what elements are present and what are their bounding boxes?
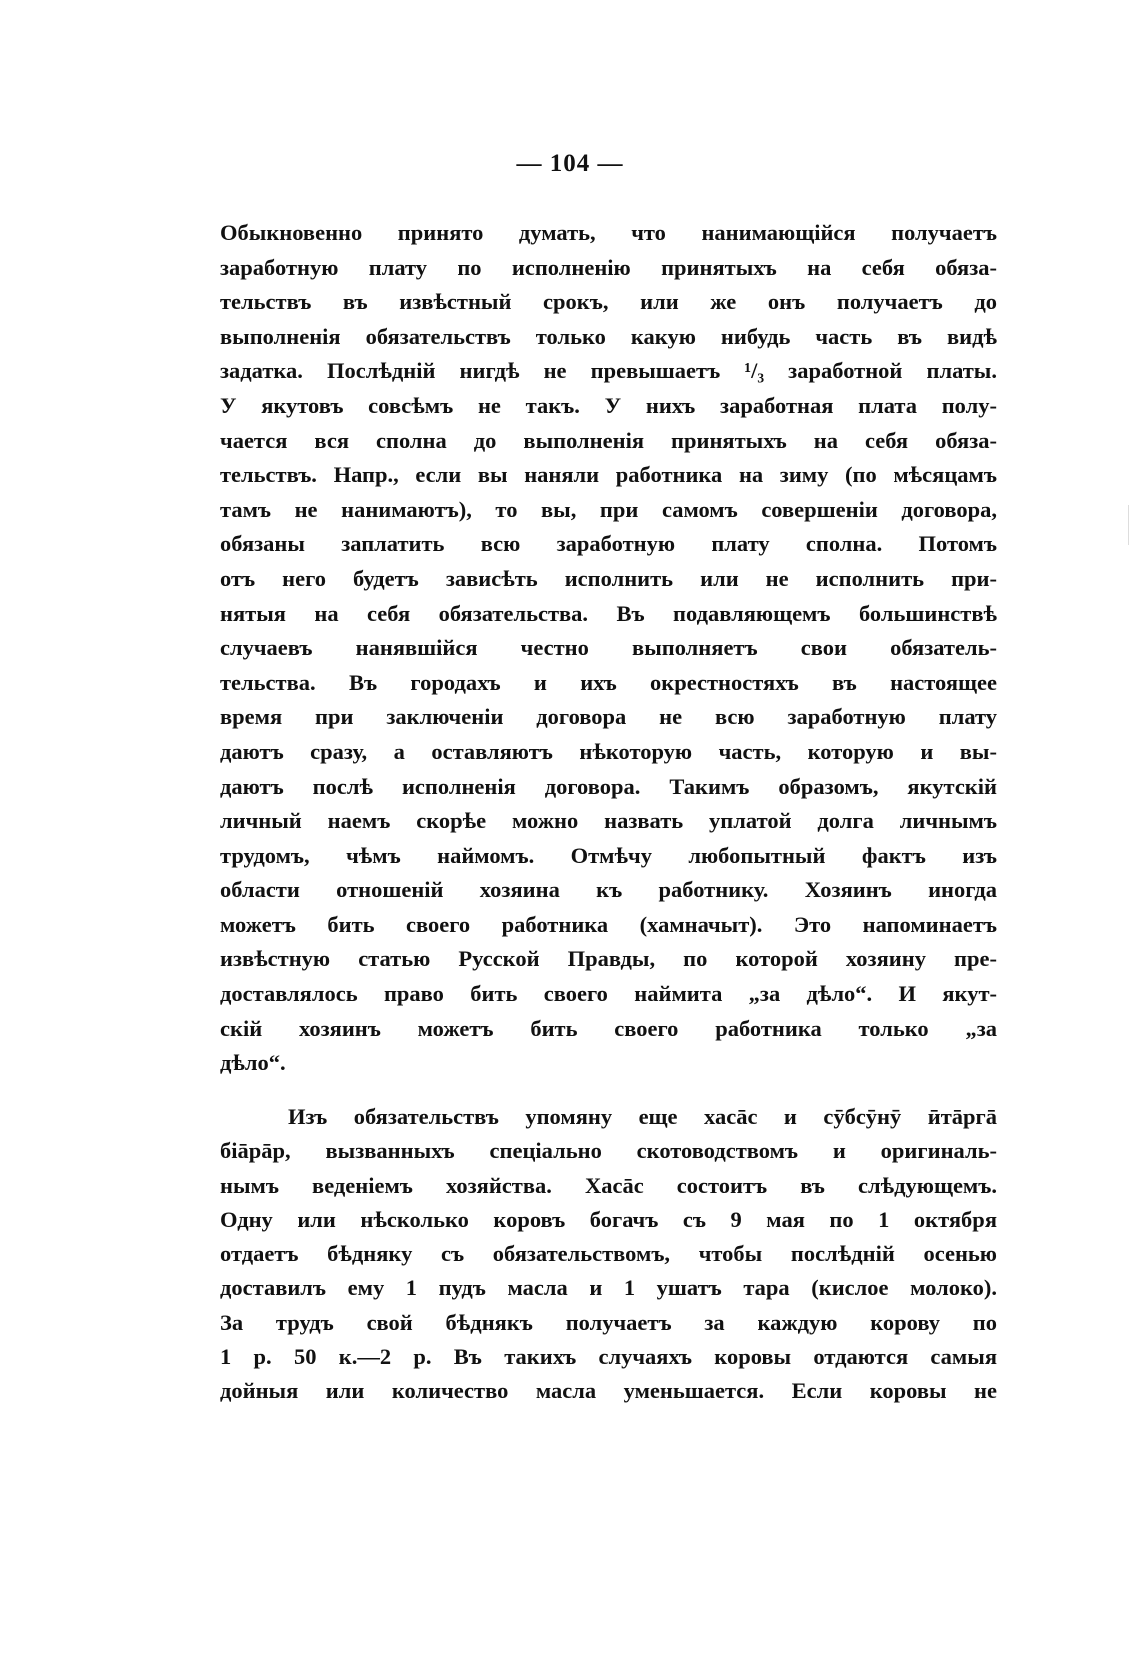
text-line: Обыкновенно принято думать, что нанимающійся получаетъ: [220, 220, 997, 245]
text-line: За трудъ свой бѣднякъ получаетъ за каждую корову по: [220, 1309, 997, 1335]
page-number: — 104 —: [516, 150, 624, 177]
text-line: дѣло“.: [220, 1050, 286, 1076]
text-line: доставилъ ему 1 пудъ масла и 1 ушатъ тара (кислое молоко).: [220, 1275, 997, 1301]
text-line: даютъ послѣ исполненія договора. Такимъ образомъ, якутскій: [220, 773, 997, 799]
text-line: области отношеній хозяина къ работнику. Хозяинъ иногда: [220, 877, 997, 903]
text-line: извѣстную статью Русской Правды, по которой хозяину пре-: [220, 946, 997, 972]
text-line: тельствъ въ извѣстный срокъ, или же онъ получаетъ до: [220, 289, 997, 315]
text-line: Изъ обязательствъ упомяну еще хасāс и сӯбсӯнӯ ӣтāргā: [288, 1104, 997, 1129]
text-line: біāрāр, вызванныхъ спеціально скотоводствомъ и оригиналь-: [220, 1138, 997, 1164]
text-line: тельствъ. Напр., если вы наняли работника на зиму (по мѣсяцамъ: [220, 462, 997, 488]
text-line: случаевъ нанявшійся честно выполняетъ свои обязатель-: [220, 635, 997, 661]
text-line: трудомъ, чѣмъ наймомъ. Отмѣчу любопытный фактъ изъ: [220, 842, 997, 868]
text-line: отдаетъ бѣдняку съ обязательствомъ, чтобы послѣдній осенью: [220, 1241, 997, 1267]
text-line: даютъ сразу, а оставляютъ нѣкоторую часть, которую и вы-: [220, 738, 997, 764]
text-line: У якутовъ совсѣмъ не такъ. У нихъ заработная плата полу-: [220, 392, 997, 418]
text-line: чается вся сполна до выполненія принятыхъ на себя обяза-: [220, 427, 997, 453]
text-line: обязаны заплатить всю заработную плату сполна. Потомъ: [220, 531, 997, 557]
page-edge-mark: [1128, 505, 1129, 545]
text-line: задатка. Послѣдній нигдѣ не превышаетъ ¹/₃ заработной платы.: [220, 358, 997, 384]
paragraph-2: [220, 1100, 997, 1409]
text-line: время при заключеніи договора не всю заработную плату: [220, 704, 997, 730]
text-line: доставлялось право бить своего наймита „за дѣло“. И якут-: [220, 981, 997, 1007]
text-line: заработную плату по исполненію принятыхъ на себя обяза-: [220, 254, 997, 280]
text-line: Одну или нѣсколько коровъ богачъ съ 9 мая по 1 октября: [220, 1206, 997, 1232]
text-line: нятыя на себя обязательства. Въ подавляющемъ большинствѣ: [220, 600, 997, 626]
text-line: дойныя или количество масла уменьшается. Если коровы не: [220, 1378, 997, 1404]
text-line: тельства. Въ городахъ и ихъ окрестностяхъ въ настоящее: [220, 669, 997, 695]
text-line: скій хозяинъ можетъ бить своего работника только „за: [220, 1015, 997, 1041]
text-line: 1 р. 50 к.—2 р. Въ такихъ случаяхъ коровы отдаются самыя: [220, 1344, 997, 1370]
text-line: нымъ веденіемъ хозяйства. Хасāс состоитъ въ слѣдующемъ.: [220, 1172, 997, 1198]
text-line: тамъ не нанимаютъ), то вы, при самомъ совершеніи договора,: [220, 496, 997, 522]
text-line: отъ него будетъ зависѣть исполнить или не исполнить при-: [220, 565, 997, 591]
text-line: можетъ бить своего работника (хамначыт). Это напоминаетъ: [220, 911, 997, 937]
paragraph-1: [220, 216, 997, 1081]
text-line: личный наемъ скорѣе можно назвать уплатой долга личнымъ: [220, 808, 997, 834]
text-line: выполненія обязательствъ только какую нибудь часть въ видѣ: [220, 323, 997, 349]
